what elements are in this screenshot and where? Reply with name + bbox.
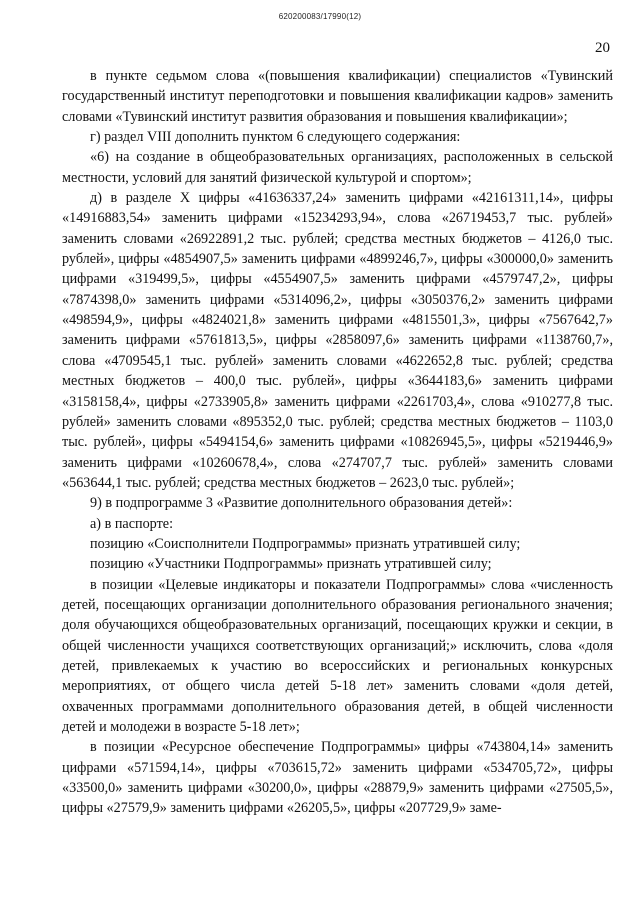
- paragraph: «6) на создание в общеобразовательных организациях, расположенных в сельской местности, условий для занятий физической культурой и спортом»;: [62, 149, 613, 186]
- paragraph: в позиции «Ресурсное обеспечение Подпрограммы» цифры «743804,14» заменить цифрами «571594,14», цифры «703615,72» заменить цифрами «534705,72», цифры «33500,0» заменить цифрами «30200,0», цифры «28879,9» заменить цифрами «27505,5», цифры «27579,9» заменить цифрами «26205,5», цифры «207729,9» заме-: [62, 739, 613, 817]
- paragraph: а) в паспорте:: [90, 515, 174, 532]
- paragraph: в позиции «Целевые индикаторы и показатели Подпрограммы» слова «численность детей, посещающих организации дополнительного образования регионального значения; доля обучающихся общеобразовательных организаций, посещающих кружки и секции, в общей численности учащихся соответствующих организаций;» исключить, слова «доля детей, привлекаемых к участию во всероссийских и региональных конкурсных мероприятиях, от общего числа детей 5-18 лет» заменить словами «доля детей, охваченных программами дополнительного образования детей, в общей численности детей и молодежи в возрасте 5-18 лет»;: [62, 576, 613, 735]
- page-number: 20: [595, 40, 610, 56]
- document-registration-number: 620200083/17990(12): [278, 12, 362, 21]
- paragraph: г) раздел VIII дополнить пунктом 6 следующего содержания:: [90, 129, 461, 146]
- paragraph: позицию «Соисполнители Подпрограммы» признать утратившей силу;: [90, 535, 521, 552]
- paragraph: д) в разделе X цифры «41636337,24» заменить цифрами «42161311,14», цифры «14916883,54» заменить цифрами «15234293,94», слова «26719453,7 тыс. рублей» заменить словами «26922891,2 тыс. рублей; средства местных бюджетов – 4126,0 тыс. рублей», цифры «4854907,5» заменить цифрами «4899246,7», цифры «300000,0» заменить цифрами «319499,5», цифры «4554907,5» заменить цифрами «4579747,2», цифры «7874398,0» заменить цифрами «5314096,2», цифры «3050376,2» заменить цифрами «498594,9», цифры «4824021,8» заменить цифрами «4815501,3», цифры «7567642,7» заменить цифрами «5761813,5», цифры «2858097,6» заменить цифрами «1138760,7», слова «4709545,1 тыс. рублей» заменить словами «4622652,8 тыс. рублей; средства местных бюджетов – 400,0 тыс. рублей», цифры «3644183,6» заменить цифрами «3158158,4», цифры «2733905,8» заменить цифрами «2261703,4», слова «910277,8 тыс. рублей» заменить словами «895352,0 тыс. рублей; средства местных бюджетов – 1103,0 тыс. рублей», цифры «5494154,6» заменить цифрами «10826945,5», цифры «5219446,9» заменить цифрами «10260678,4», слова «274707,7 тыс. рублей» заменить словами «563644,1 тыс. рублей; средства местных бюджетов – 2623,0 тыс. рублей»;: [62, 190, 613, 491]
- paragraph: позицию «Участники Подпрограммы» признать утратившей силу;: [90, 556, 492, 573]
- document-body: [62, 66, 613, 819]
- paragraph: 9) в подпрограмме 3 «Развитие дополнительного образования детей»:: [90, 495, 513, 512]
- paragraph: в пункте седьмом слова «(повышения квалификации) специалистов «Тувинский государственный институт переподготовки и повышения квалификации кадров» заменить словами «Тувинский институт развития образования и повышения квалификации»;: [62, 68, 613, 125]
